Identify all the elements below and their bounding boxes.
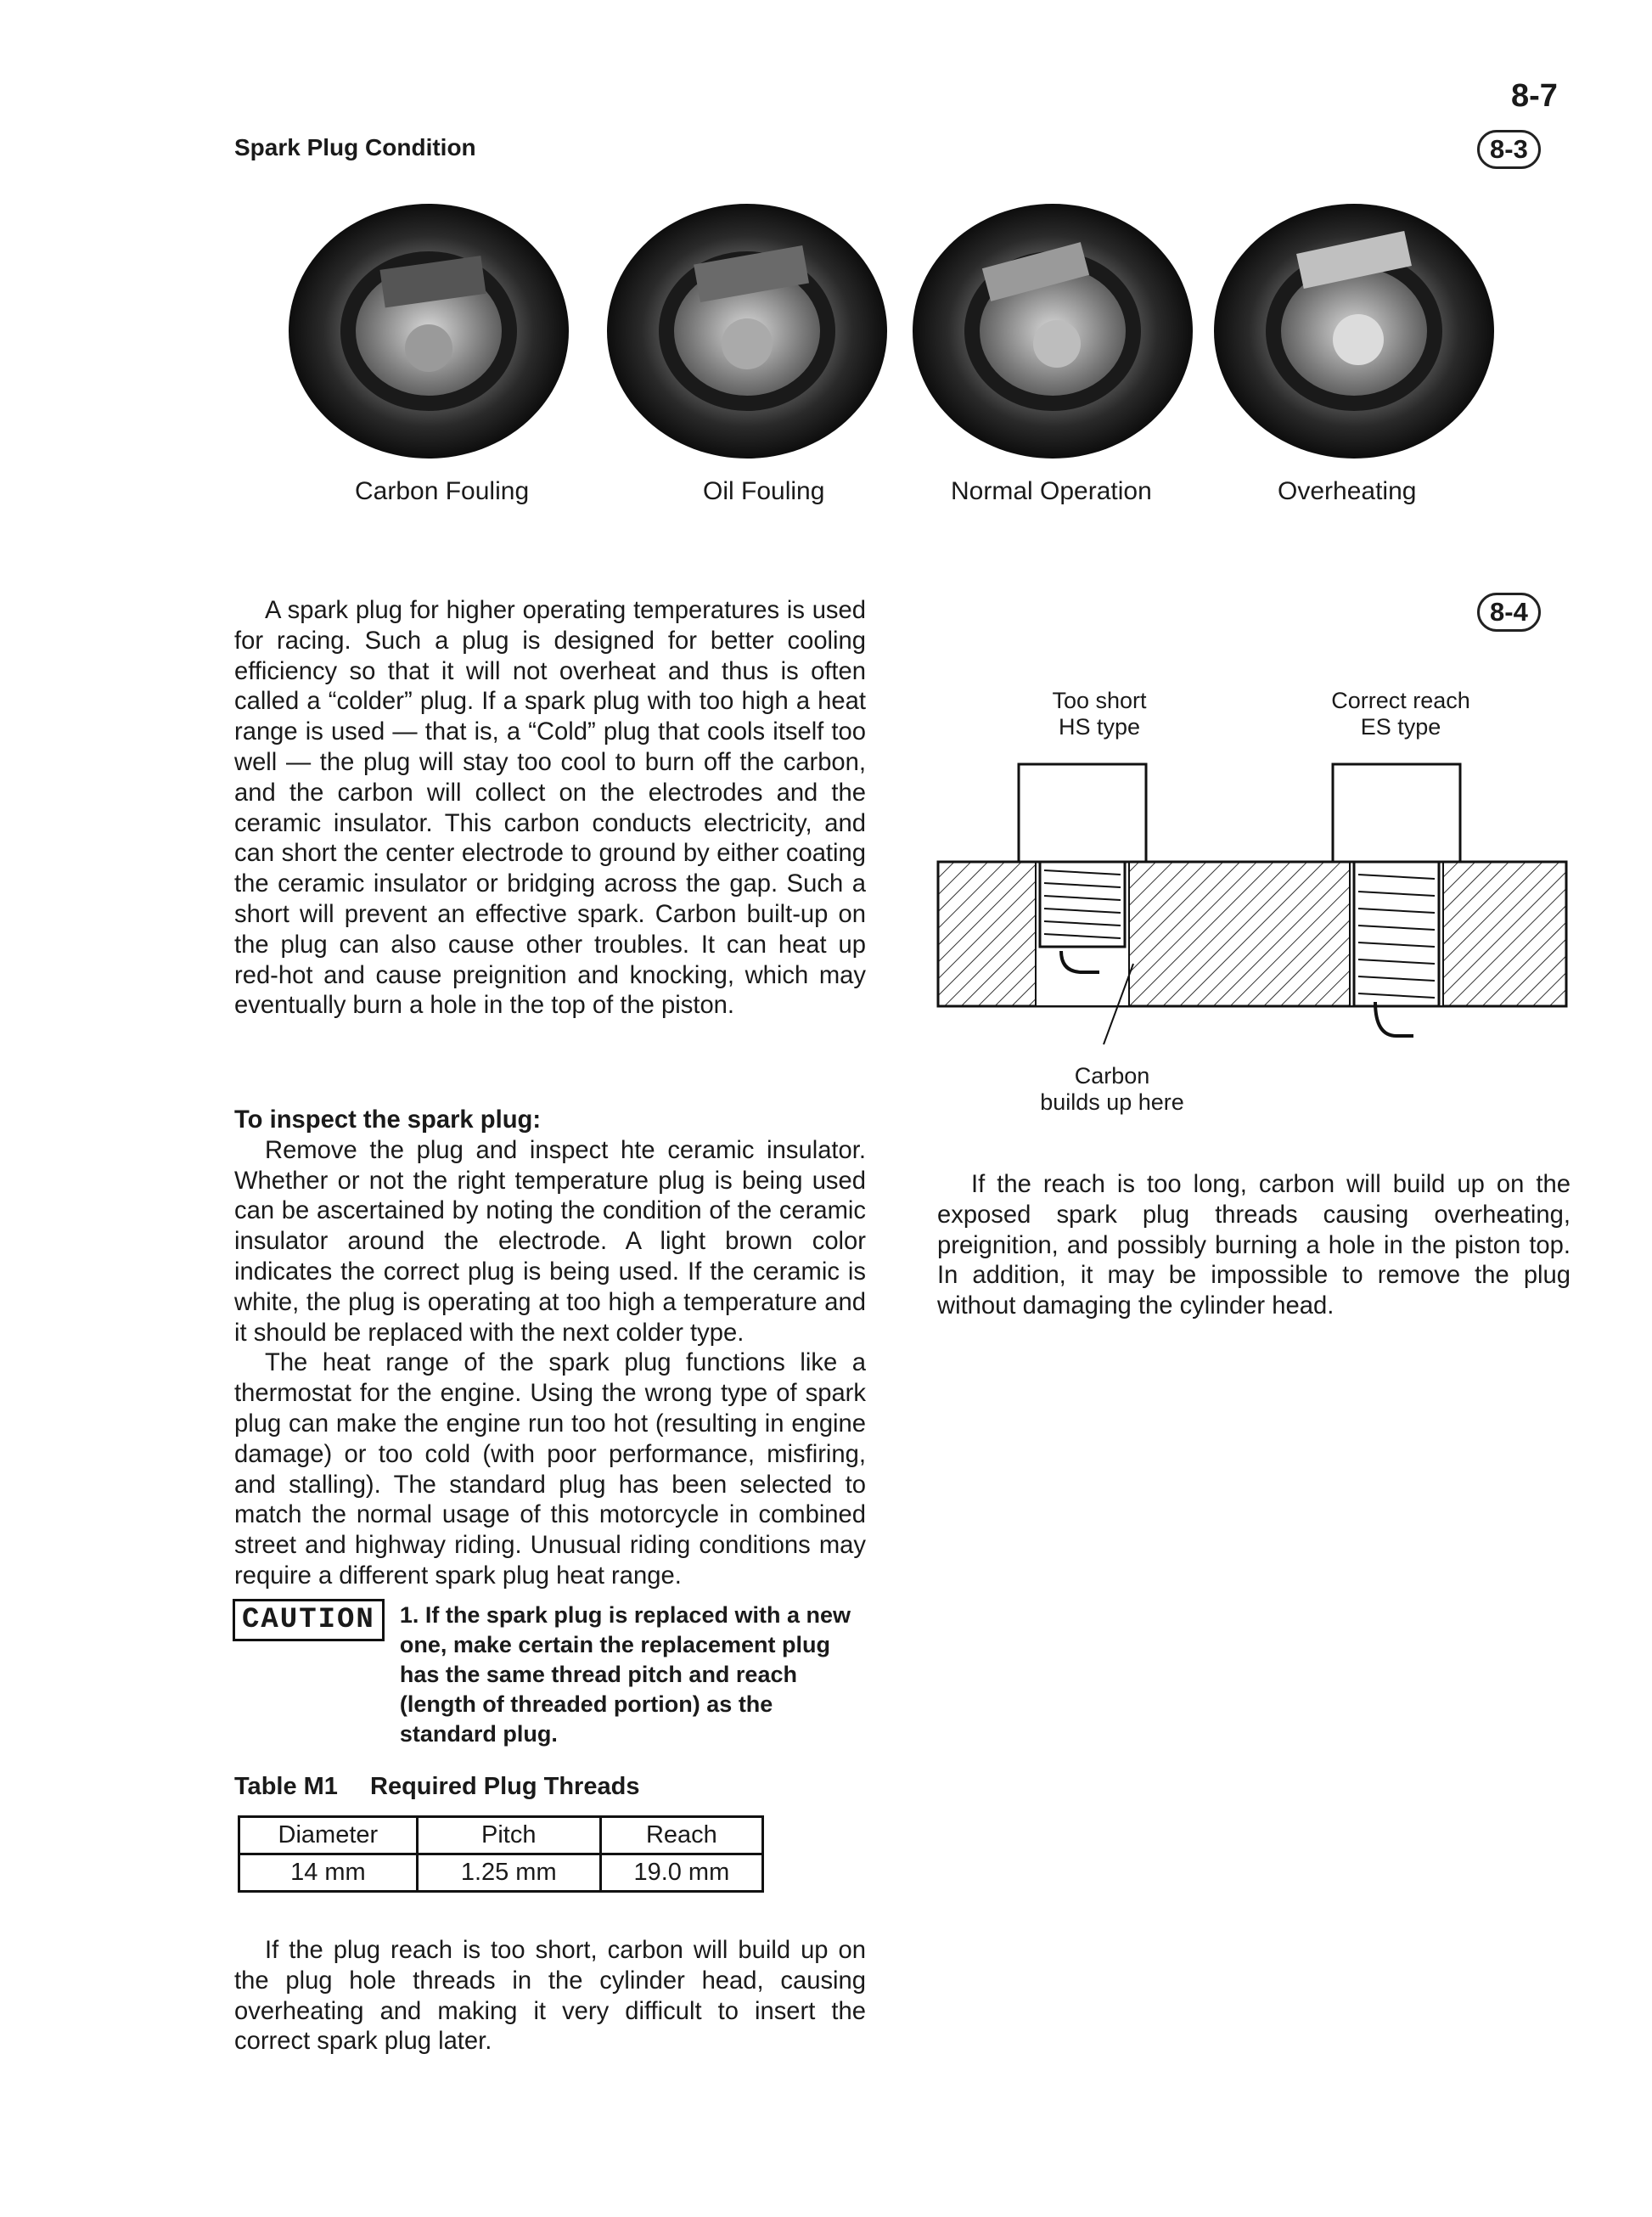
label-carbon: Carbon bbox=[1074, 1063, 1150, 1089]
diagram-label-correct-reach bbox=[1299, 688, 1503, 740]
section-title: Spark Plug Condition bbox=[234, 134, 476, 160]
inspect-heading: To inspect the spark plug: bbox=[234, 1106, 542, 1134]
table-header-cell: Diameter bbox=[239, 1817, 418, 1854]
caption-oil-fouling: Oil Fouling bbox=[703, 477, 825, 505]
table-header-cell: Reach bbox=[600, 1817, 762, 1854]
left-column bbox=[234, 596, 866, 1021]
table-header-row bbox=[239, 1817, 763, 1854]
caption-overheating: Overheating bbox=[1278, 477, 1417, 505]
paragraph-heat-range: A spark plug for higher operating temperatures is used for racing. Such a plug is designed for better cooling efficiency so that it will not overheat and thus is often called a “colder” plug. If a spark plug with too high a heat range is used — that is, a “Cold” plug that cools itself too well — the plug will stay too cool to burn off the carbon, and the carbon will collect on the electrodes and the ceramic insulator. This carbon conducts electricity, and can short the center electrode to ground by either coating the ceramic insulator or bridging across the gap. Such a short will prevent an effective spark. Carbon built-up on the plug can also cause other troubles. It can heat up red-hot and cause preignition and knocking, which may eventually burn a hole in the top of the piston. bbox=[234, 597, 866, 1020]
table-row bbox=[239, 1854, 763, 1892]
table-header-cell: Pitch bbox=[417, 1817, 600, 1854]
table-caption-id: Table M1 bbox=[234, 1773, 338, 1800]
table-cell: 14 mm bbox=[239, 1854, 418, 1892]
paragraph-reach-long: If the reach is too long, carbon will build up on the exposed spark plug threads causing overheating, preignition, and possibly burning a hole in the piston top. In addition, it may be impossible to remove the plug without damaging the cylinder head. bbox=[937, 1171, 1571, 1320]
label-es-type: ES type bbox=[1360, 714, 1441, 740]
caption-carbon-fouling: Carbon Fouling bbox=[355, 477, 530, 505]
caution-block bbox=[233, 1599, 869, 1749]
plug-threads-table bbox=[238, 1815, 764, 1893]
plug-reach-diagram bbox=[934, 747, 1571, 1087]
figure-label-8-3: 8-3 bbox=[1477, 130, 1541, 169]
paragraph-thermostat: The heat range of the spark plug functions like a thermostat for the engine. Using the wrong type of spark plug can make the engine run too hot (resulting in engine damage) or too cold (with poor performance, misfiring, and stalling). The standard plug has been selected to match the normal usage of this motorcycle in combined street and highway riding. Unusual riding conditions may require a different spark plug heat range. bbox=[234, 1349, 866, 1590]
inspect-section bbox=[234, 1106, 866, 1592]
figure-label-8-4: 8-4 bbox=[1477, 593, 1541, 632]
paragraph-reach-short: If the plug reach is too short, carbon will build up on the plug hole threads in the cylinder head, causing overheating and making it very difficult to insert the correct spark plug later. bbox=[234, 1937, 866, 2056]
paragraph-reach-short-block bbox=[234, 1936, 866, 2057]
diagram-label-too-short bbox=[1014, 688, 1184, 740]
photo-overheating bbox=[1214, 204, 1494, 459]
caption-normal-operation: Normal Operation bbox=[951, 477, 1152, 505]
page-number: 8-7 bbox=[1511, 78, 1558, 114]
caution-text: 1. If the spark plug is replaced with a new one, make certain the replacement plug has the same thread pitch and reach (length of threaded portion) as the standard plug. bbox=[399, 1602, 851, 1747]
label-builds-up-here: builds up here bbox=[1040, 1089, 1184, 1115]
spark-plug-photos bbox=[289, 200, 1494, 463]
photo-carbon-fouling bbox=[289, 204, 569, 459]
paragraph-reach-long-block bbox=[937, 1170, 1571, 1322]
table-cell: 19.0 mm bbox=[600, 1854, 762, 1892]
diagram-label-carbon bbox=[1019, 1063, 1205, 1116]
photo-normal-operation bbox=[913, 204, 1193, 459]
table-cell: 1.25 mm bbox=[417, 1854, 600, 1892]
table-caption bbox=[234, 1773, 639, 1801]
paragraph-inspect: Remove the plug and inspect hte ceramic insulator. Whether or not the right temperature plug is being used can be ascertained by noting the condition of the ceramic insulator around the electrode. A light brown color indicates the correct plug is being used. If the ceramic is white, the plug is operating at too high a temperature and it should be replaced with the next colder type. bbox=[234, 1136, 866, 1347]
photo-oil-fouling bbox=[607, 204, 887, 459]
label-hs-type: HS type bbox=[1058, 714, 1141, 740]
label-correct-reach: Correct reach bbox=[1331, 688, 1470, 713]
table-caption-title: Required Plug Threads bbox=[370, 1773, 640, 1800]
label-too-short: Too short bbox=[1052, 688, 1147, 713]
caution-badge: CAUTION bbox=[233, 1599, 385, 1641]
